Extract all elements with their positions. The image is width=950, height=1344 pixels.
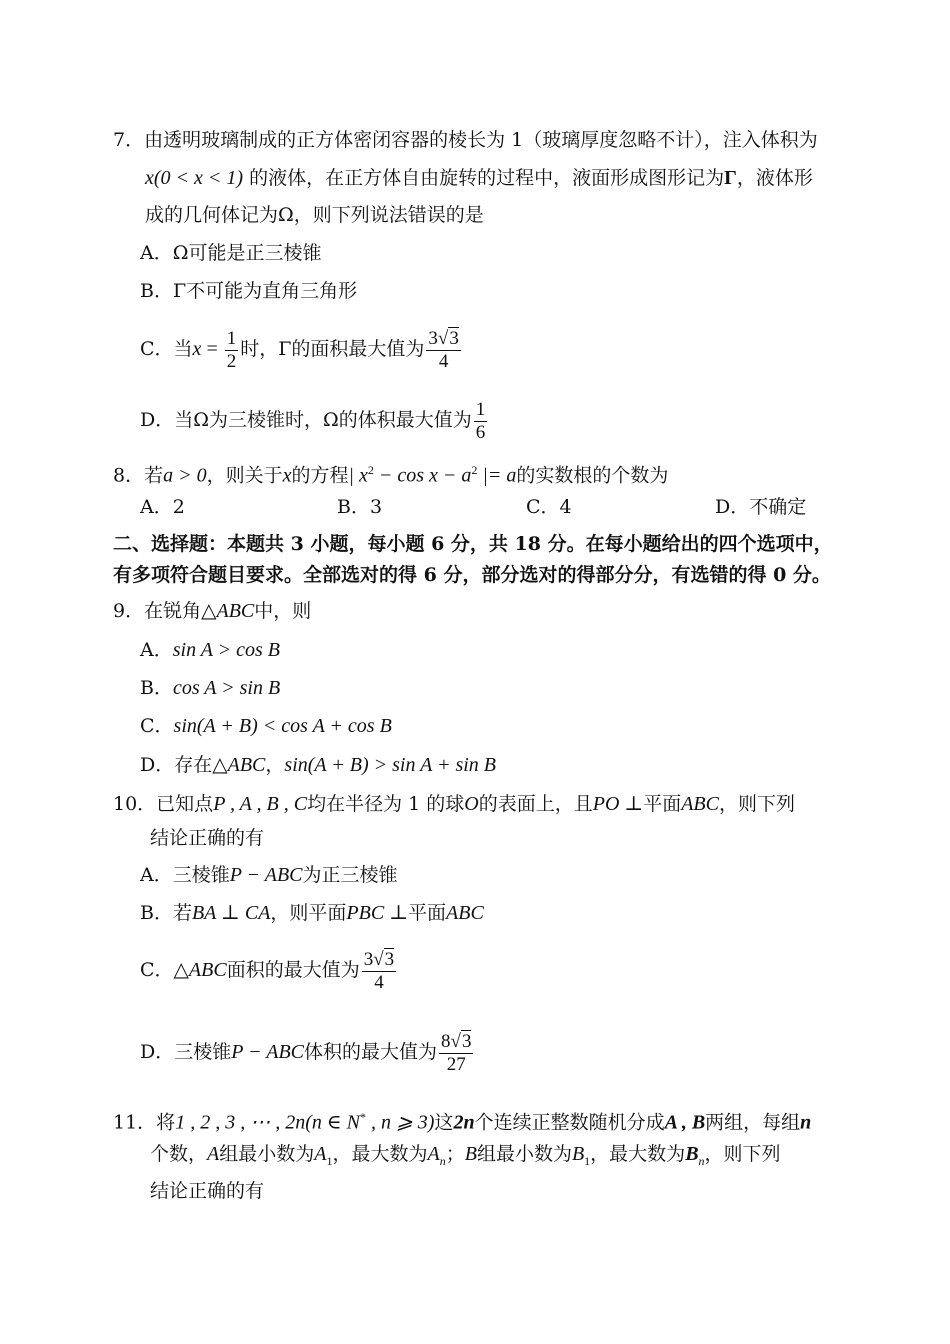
coef: 3 xyxy=(428,327,438,349)
numerator: 1 xyxy=(475,398,486,420)
q7-option-d xyxy=(140,398,489,444)
q7-stem-text: 7．由透明玻璃制成的正方体密闭容器的棱长为 1（玻璃厚度忽略不计），注入体积为 xyxy=(113,129,818,151)
q11-stem-text: 11．将 xyxy=(113,1111,176,1134)
q10-option-b-text: B．若 xyxy=(140,902,192,924)
fraction-3-root3-over-4 xyxy=(362,949,396,994)
fraction-3-root3-over-4 xyxy=(426,328,460,373)
radicand: 3 xyxy=(384,948,395,970)
option-label: D．存在 xyxy=(140,754,213,776)
group-a: A xyxy=(207,1143,220,1165)
q11-stem-text: ，则下列 xyxy=(704,1143,781,1165)
sqrt-icon: √ xyxy=(450,1030,461,1052)
q10-stem-text: 结论正确的有 xyxy=(150,827,265,849)
q8-equation: − cos x − a xyxy=(373,464,472,487)
denominator: 4 xyxy=(438,350,449,372)
q10-option-c xyxy=(140,948,398,994)
sphere-o: O xyxy=(464,793,479,815)
q7-stem-line3 xyxy=(145,201,484,229)
q8-option-c xyxy=(526,493,572,521)
var-b1: B xyxy=(571,1143,585,1165)
triangle-abc: △ABC xyxy=(173,959,227,981)
q7-option-b-text: B．Γ不可能为直角三角形 xyxy=(140,280,358,302)
q10-option-c-text: 面积的最大值为 xyxy=(226,959,360,981)
q10-stem-line2 xyxy=(150,824,264,852)
q11-stem-text: 个连续正整数随机分成 xyxy=(474,1111,665,1134)
q7-stem-text: ，液体形 xyxy=(736,167,813,189)
q8-condition: a > 0 xyxy=(163,464,207,487)
q9-option-d xyxy=(140,751,496,779)
group-b: B xyxy=(464,1143,477,1165)
pyramid-pabc: P − ABC xyxy=(231,1041,304,1063)
equals-sign: = xyxy=(201,338,223,360)
var-2n: 2n xyxy=(453,1111,475,1134)
q10-option-d-text: 体积的最大值为 xyxy=(304,1041,438,1063)
fraction-8-root3-over-27 xyxy=(439,1031,473,1076)
section2-heading-text: 有多项符合题目要求。全部选对的得 6 分，部分选对的得部分分，有选错的得 0 分。 xyxy=(113,564,831,586)
numerator xyxy=(426,328,460,351)
q9-option-c-expr: sin(A + B) < cos A + cos B xyxy=(173,715,392,737)
q11-stem-text: 组最小数为 xyxy=(476,1143,572,1165)
subscript: 1 xyxy=(584,1153,591,1168)
section2-heading-line1 xyxy=(113,530,833,558)
q7-option-a-text: A．Ω可能是正三棱锥 xyxy=(140,242,322,264)
q7-option-a xyxy=(140,239,321,267)
q9-option-b xyxy=(140,674,280,702)
var-a1: A xyxy=(314,1143,327,1165)
groups-ab: A , B xyxy=(664,1111,706,1134)
q10-option-b-text: ，则平面 xyxy=(270,902,347,924)
subscript: n xyxy=(698,1153,705,1168)
q11-sequence: 1 , 2 , 3 , ⋯ , 2n(n ∈ N xyxy=(175,1111,360,1134)
q11-stem-text: 个数， xyxy=(150,1143,208,1165)
q9-option-b-expr: cos A > sin B xyxy=(172,677,281,699)
q8-stem xyxy=(113,456,668,489)
q9-option-a-expr: sin A > cos B xyxy=(172,639,280,661)
sqrt-icon: √ xyxy=(373,948,384,970)
q8-stem-text: 的方程 xyxy=(291,464,349,487)
comma: ， xyxy=(265,754,285,776)
coef: 3 xyxy=(363,948,374,970)
q10-option-a xyxy=(140,861,398,889)
coef: 8 xyxy=(441,1030,451,1052)
q8-option-b-text: B．3 xyxy=(337,496,383,518)
q11-stem-text: ，最大数为 xyxy=(590,1143,686,1165)
denominator: 2 xyxy=(226,350,237,372)
var-x: x xyxy=(192,338,202,360)
option-label: A． xyxy=(140,639,173,661)
numerator xyxy=(439,1031,473,1054)
plane-abc: ABC xyxy=(446,902,484,924)
q7-option-b xyxy=(140,277,357,305)
q11-stem-text: ； xyxy=(445,1143,465,1165)
q8-stem-text: ，则关于 xyxy=(206,464,283,487)
q7-option-c xyxy=(140,327,463,373)
sqrt-icon: √ xyxy=(437,327,449,349)
triangle-abc: △ABC xyxy=(201,600,255,622)
q11-stem-text: 结论正确的有 xyxy=(150,1180,265,1202)
q11-stem-text: 两组，每组 xyxy=(705,1111,801,1134)
q8-option-c-text: C．4 xyxy=(526,496,572,518)
q9-stem xyxy=(113,597,311,625)
q11-stem-line1 xyxy=(113,1103,811,1136)
q7-stem-line1 xyxy=(113,126,818,154)
q8-option-a xyxy=(140,493,185,521)
po-perp: PO ⊥ xyxy=(592,793,644,815)
section2-heading-text: 二、选择题：本题共 3 小题，每小题 6 分，共 18 分。在每小题给出的四个选项中， xyxy=(113,533,833,555)
var-bn: B xyxy=(685,1143,699,1165)
fraction-one-sixth xyxy=(474,399,488,444)
q8-option-b xyxy=(337,493,382,521)
gamma-symbol: Γ xyxy=(724,167,737,189)
numerator: 1 xyxy=(226,327,237,349)
q10-option-b xyxy=(140,899,484,927)
q7-stem-line2 xyxy=(145,164,813,192)
q10-stem-text: 均在半径为 1 的球 xyxy=(307,793,465,815)
numerator xyxy=(362,949,396,972)
q11-stem-text: 组最小数为 xyxy=(219,1143,315,1165)
q10-option-b-text: 平面 xyxy=(408,902,447,924)
ba-perp-ca: BA ⊥ CA xyxy=(191,902,271,924)
q7-stem-text: 成的几何体记为Ω，则下列说法错误的是 xyxy=(145,204,484,226)
q10-stem-text: 10．已知点 xyxy=(113,793,214,815)
var-x: x xyxy=(282,464,292,487)
plane-pbc: PBC ⊥ xyxy=(346,902,409,924)
q11-stem-line2 xyxy=(150,1140,781,1175)
subscript: n xyxy=(439,1153,446,1168)
q8-option-d xyxy=(715,493,806,521)
radicand: 3 xyxy=(461,1030,472,1052)
q10-stem-text: 平面 xyxy=(643,793,682,815)
q7-option-d-text: D．当Ω为三棱锥时，Ω的体积最大值为 xyxy=(140,409,472,431)
var-an: A xyxy=(427,1143,440,1165)
q10-option-d xyxy=(140,1030,475,1076)
q9-option-c xyxy=(140,712,392,740)
q7-range-expr: x(0 < x < 1) xyxy=(145,167,244,189)
q7-stem-text: 的液体，在正方体自由旋转的过程中，液面形成图形记为 xyxy=(243,167,725,189)
plane-abc: ABC xyxy=(681,793,719,815)
q9-stem-text: 中，则 xyxy=(254,600,312,622)
q7-option-c-text: 时，Γ的面积最大值为 xyxy=(240,338,425,360)
q8-option-d-text: D．不确定 xyxy=(715,496,807,518)
q8-stem-text: 的实数根的个数为 xyxy=(516,464,669,487)
q11-stem-text: ，最大数为 xyxy=(332,1143,428,1165)
denominator: 4 xyxy=(374,971,384,993)
option-label: B． xyxy=(140,677,173,699)
denominator: 27 xyxy=(446,1053,466,1075)
radicand: 3 xyxy=(449,327,459,349)
q10-option-d-text: D．三棱锥 xyxy=(140,1041,232,1063)
q11-sequence: , n ⩾ 3) xyxy=(366,1111,435,1134)
exponent: 2 xyxy=(471,463,478,477)
q10-option-a-text: A．三棱锥 xyxy=(140,864,230,886)
option-label: C． xyxy=(140,715,174,737)
triangle-abc: △ABC xyxy=(212,754,266,776)
option-label: C． xyxy=(140,959,174,981)
points-pabc: P , A , B , C xyxy=(213,793,308,815)
q9-option-a xyxy=(140,636,280,664)
q10-stem-text: 的表面上，且 xyxy=(478,793,593,815)
q8-equation: |= a xyxy=(477,464,517,487)
q9-option-d-expr: sin(A + B) > sin A + sin B xyxy=(284,754,497,776)
var-n: n xyxy=(800,1111,812,1134)
q10-option-a-text: 为正三棱锥 xyxy=(302,864,398,886)
q11-stem-text: 这 xyxy=(434,1111,454,1134)
q10-stem-line1 xyxy=(113,790,795,818)
superscript-star: * xyxy=(360,1110,366,1124)
pyramid-pabc: P − ABC xyxy=(229,864,303,886)
section2-heading-line2 xyxy=(113,561,831,589)
q8-stem-text: 8．若 xyxy=(113,464,164,487)
q8-option-a-text: A．2 xyxy=(140,496,185,518)
q9-stem-text: 9．在锐角 xyxy=(113,600,202,622)
q8-equation: | x xyxy=(348,464,368,487)
denominator: 6 xyxy=(475,421,486,443)
fraction-one-half xyxy=(225,328,239,373)
q10-stem-text: ，则下列 xyxy=(719,793,796,815)
subscript: 1 xyxy=(326,1153,333,1168)
q11-stem-line3 xyxy=(150,1177,264,1205)
exponent: 2 xyxy=(367,463,374,477)
q7-option-c-text: C．当 xyxy=(140,338,193,360)
